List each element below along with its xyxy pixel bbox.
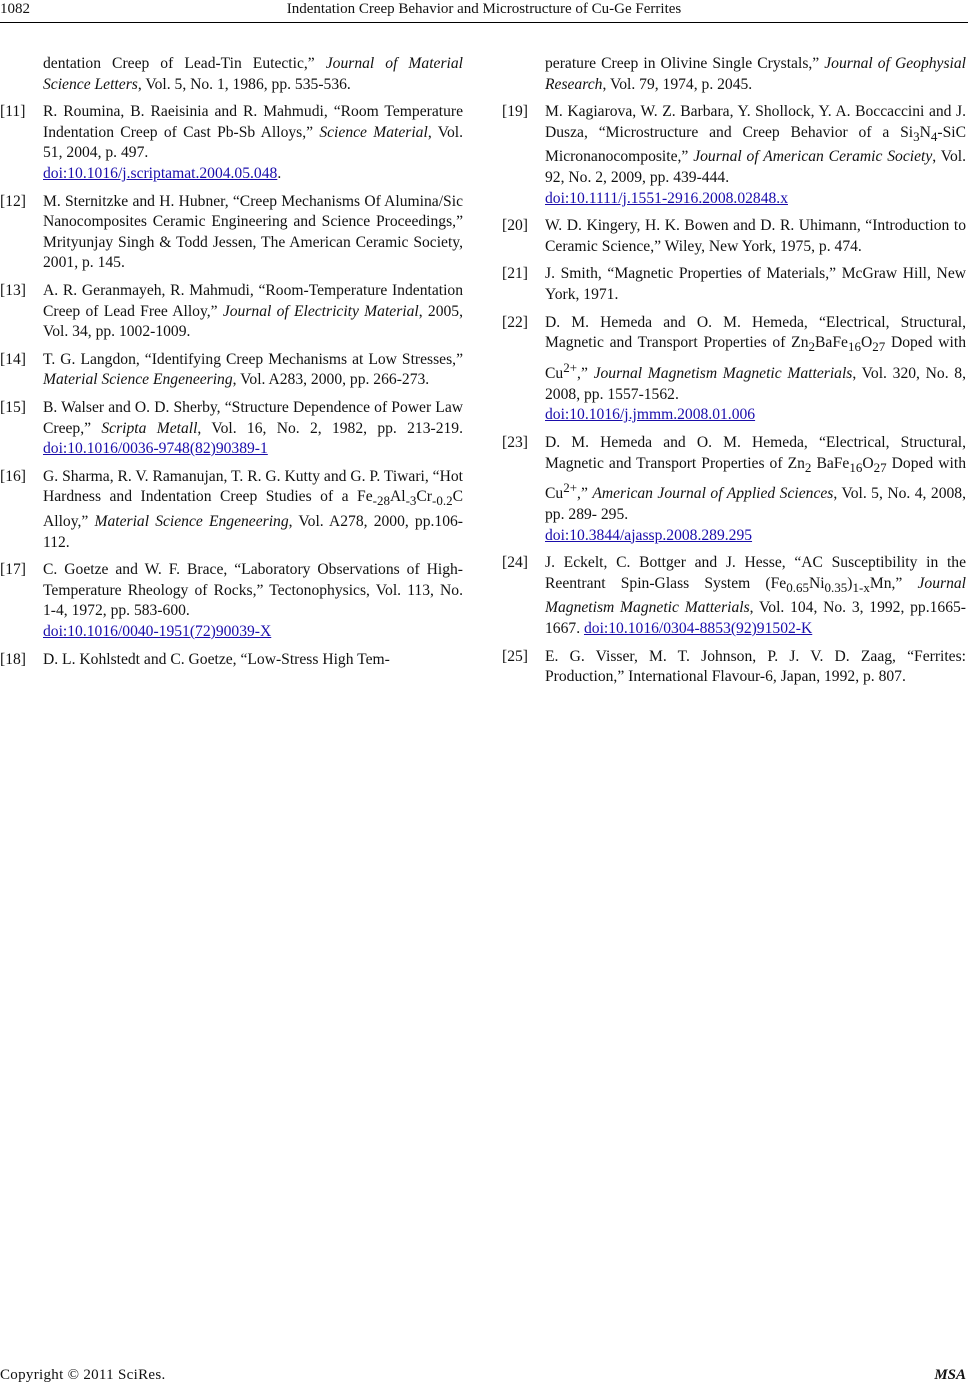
copyright-notice: Copyright © 2011 SciRes. xyxy=(0,1367,166,1383)
reference-25: [25] E. G. Visser, M. T. Johnson, P. J. V. D. Zaag, “Ferrites: Production,” International Flavour-6, Japan, 1992, p. 807. xyxy=(502,647,966,686)
reference-23: [23] D. M. Hemeda and O. M. Hemeda, “Electrical, Structural, Magnetic and Transport Properties of $Zn_2$ $BaFe_{16}O_{27}$ Doped with $Cu^{2+}$,” American Journal of Applied Sciences, Vol. 5, No. 4, 2008, pp. 289- 295. doi:10.3844/ajassp.2008.289.295 xyxy=(502,433,966,544)
reference-number: [22] xyxy=(502,313,528,331)
reference-22: [22] D. M. Hemeda and O. M. Hemeda, “Electrical, Structural, Magnetic and Transport Properties of $Zn_2BaFe_{16}O_{27}$ Doped with $Cu^{2+}$,” Journal Magnetism Magnetic Matterials, Vol. 320, No. 8, 2008, pp. 1557-1562. doi:10.1016/j.jmmm.2008.01.006 xyxy=(502,313,967,424)
reference-number: [19] xyxy=(502,103,528,121)
reference-number: [13] xyxy=(0,281,26,299)
reference-number: [17] xyxy=(0,561,26,579)
reference-20: [20] W. D. Kingery, H. K. Bowen and D. R. Uhimann, “Introduction to Ceramic Science,” Wiley, New York, 1975, p. 474. xyxy=(502,217,966,255)
left-column xyxy=(0,54,463,677)
journal-name: Journal Magnetism Magnetic Matterials xyxy=(545,574,966,617)
reference-number: [18] xyxy=(0,650,26,668)
reference-24: [24] J. Eckelt, C. Bottger and J. Hesse, “AC Susceptibility in the Reentrant Spin-Glass System $(Fe_{0.65}Ni_{0.35})_{1-x}Mn$,” Journal Magnetism Magnetic Matterials, Vol. 104, No. 3, 1992, pp.1665-1667. doi:10.1016/0304-8853(92)91502-K xyxy=(502,554,967,638)
doi-link[interactable]: doi:10.3844/ajassp.2008.289.295 xyxy=(545,526,753,544)
reference-number: [12] xyxy=(0,192,26,210)
running-title: Indentation Creep Behavior and Microstructure of Cu-Ge Ferrites xyxy=(286,1,682,17)
reference-14: [14] T. G. Langdon, “Identifying Creep Mechanisms at Low Stresses,” Material Science Engeneering, Vol. A283, 2000, pp. 266-273. xyxy=(0,350,463,389)
doi-link[interactable]: doi:10.1016/0304-8853(92)91502-K xyxy=(583,620,813,638)
running-header xyxy=(0,0,968,22)
journal-name: Journal of Material Science Letters xyxy=(43,55,463,93)
reference-17: [17] C. Goetze and W. F. Brace, “Laboratory Observations of High-Temperature Rheology of Rocks,” Tectonophysics, Vol. 113, No. 1-4, 1972, pp. 583-600. doi:10.1016/0040-1951(72)90039-X xyxy=(0,561,463,640)
reference-number: [11] xyxy=(0,103,26,121)
reference-number: [25] xyxy=(502,647,528,665)
reference-16: [16] G. Sharma, R. V. Ramanujan, T. R. G. Kutty and G. P. Tiwari, “Hot Hardness and Indentation Creep Studies of a $Fe_{-28}Al_{-3}Cr_{-0.2}C$ Alloy,” Material Science Engeneering, Vol. A278, 2000, pp.106-112. xyxy=(0,467,464,551)
reference-18: [18] D. L. Kohlstedt and C. Goetze, “Low-Stress High Tem- xyxy=(0,650,463,671)
reference-number: [21] xyxy=(502,265,528,283)
journal-abbreviation: MSA xyxy=(934,1367,966,1383)
reference-15: [15] B. Walser and O. D. Sherby, “Structure Dependence of Power Law Creep,” Scripta Metall, Vol. 16, No. 2, 1982, pp. 213-219. doi:10.1016/0036-9748(82)90389-1 xyxy=(0,398,464,458)
page-footer xyxy=(0,1364,968,1386)
journal-name: Journal of Geophysial Research xyxy=(545,55,966,93)
right-column xyxy=(502,54,966,695)
reference-continuation: dentation Creep of Lead-Tin Eutectic,” Journal of Material Science Letters, Vol. 5, No. 1, 1986, pp. 535-536. xyxy=(43,55,463,93)
reference-21: [21] J. Smith, “Magnetic Properties of Materials,” McGraw Hill, New York, 1971. xyxy=(502,265,966,304)
journal-name: Material Science Engeneering xyxy=(94,512,289,530)
reference-number: [24] xyxy=(502,554,528,572)
reference-number: [16] xyxy=(0,467,26,485)
journal-name: Journal of American Ceramic Society xyxy=(693,148,933,166)
reference-number: [20] xyxy=(502,217,528,235)
reference-number: [15] xyxy=(0,398,26,416)
journal-name: Scripta Metall xyxy=(101,419,198,437)
reference-number: [23] xyxy=(502,433,528,451)
reference-11: [11] R. Roumina, B. Raeisinia and R. Mahmudi, “Room Temperature Indentation Creep of Cast Pb-Sb Alloys,” Science Material, Vol. 51, 2004, p. 497. doi:10.1016/j.scriptamat.2004.05.048. xyxy=(0,103,463,182)
reference-12: [12] M. Sternitzke and H. Hubner, “Creep Mechanisms Of Alumina/Sic Nanocomposites Ceramic Engineering and Science Proceedings,” Mrityunjay Singh & Todd Jessen, The American Ceramic Society, 2001, p. 145. xyxy=(0,192,463,272)
journal-name: Journal Magnetism Magnetic Matterials xyxy=(593,365,853,383)
doi-link[interactable]: doi:10.1016/j.jmmm.2008.01.006 xyxy=(545,406,756,424)
page-number: 1082 xyxy=(0,1,30,17)
journal-name: Science Material xyxy=(319,123,428,141)
doi-link[interactable]: doi:10.1016/0040-1951(72)90039-X xyxy=(43,622,272,640)
doi-link[interactable]: doi:10.1016/0036-9748(82)90389-1 xyxy=(43,440,268,458)
journal-name: American Journal of Applied Sciences xyxy=(592,485,834,503)
reference-continuation: perature Creep in Olivine Single Crystals,” Journal of Geophysial Research, Vol. 79, 1974, p. 2045. xyxy=(545,55,966,93)
doi-link[interactable]: doi:10.1111/j.1551-2916.2008.02848.x xyxy=(545,189,788,207)
journal-name: Journal of Electricity Material xyxy=(222,302,419,320)
doi-link[interactable]: doi:10.1016/j.scriptamat.2004.05.048 xyxy=(43,164,278,182)
reference-13: [13] A. R. Geranmayeh, R. Mahmudi, “Room-Temperature Indentation Creep of Lead Free Alloy,” Journal of Electricity Material, 2005, Vol. 34, pp. 1002-1009. xyxy=(0,281,463,341)
journal-name: Material Science Engeneering xyxy=(43,371,233,389)
header-rule xyxy=(0,22,968,23)
reference-19: [19] M. Kagiarova, W. Z. Barbara, Y. Shollock, Y. A. Boccaccini and J. Dusza, “Microstructure and Creep Behavior of a $Si_3N_4$-SiC Micronanocomposite,” Journal of American Ceramic Society, Vol. 92, No. 2, 2009, pp. 439-444. doi:10.1111/j.1551-2916.2008.02848.x xyxy=(502,103,966,207)
reference-number: [14] xyxy=(0,350,26,368)
